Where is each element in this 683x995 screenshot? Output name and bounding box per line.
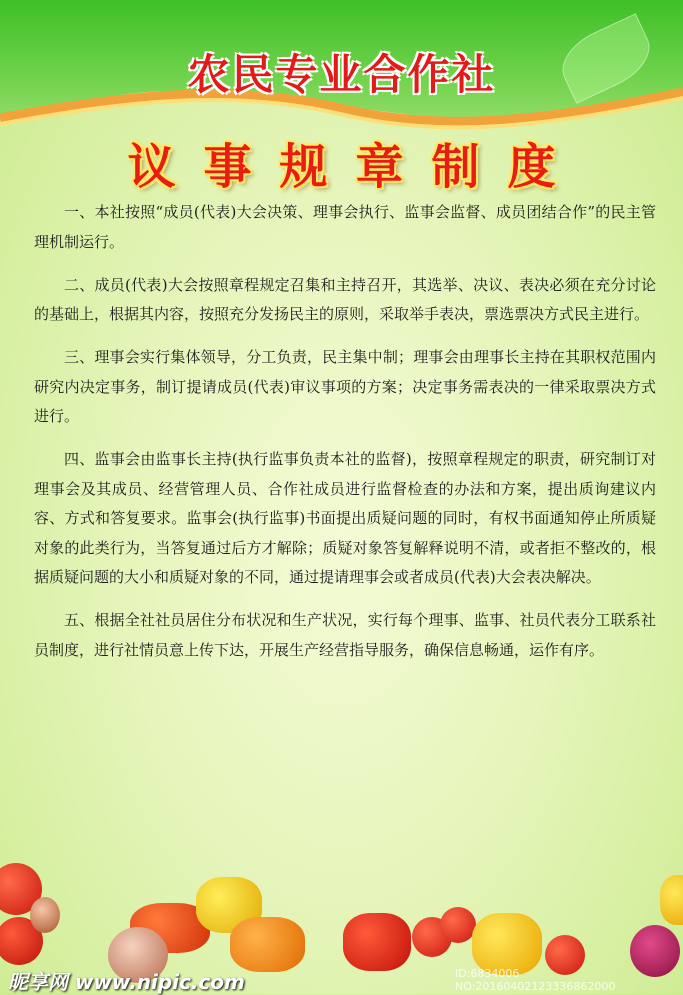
paragraph-5: 五、根据全社社员居住分布状况和生产状况，实行每个理事、监事、社员代表分工联系社员制度，进行社情员意上传下达，开展生产经营指导服务，确保信息畅通，运作有序。 <box>34 611 656 659</box>
page-subtitle: 议事规章制度 <box>127 139 584 195</box>
paragraph-2: 二、成员(代表)大会按照章程规定召集和主持召开，其选举、决议、表决必须在充分讨论的基础上，根据其内容，按照充分发扬民主的原则，采取举手表决，票选票决方式民主进行。 <box>34 275 656 323</box>
paragraph-3: 三、理事会实行集体领导，分工负责，民主集中制；理事会由理事长主持在其职权范围内研究内决定事务，制订提请成员(代表)审议事项的方案；决定事务需表决的一律采取票决方式进行。 <box>34 348 656 425</box>
red-pepper-image <box>343 913 411 971</box>
regulation-body <box>34 198 656 679</box>
yellow-pepper-image <box>660 875 683 925</box>
orange-pepper-image <box>230 917 305 972</box>
site-logo: 昵享网 www.nipic.com <box>8 970 245 994</box>
image-watermark: ID:6834006 NO:20160402123336862000 <box>455 967 616 993</box>
page-title: 农民专业合作社 <box>187 50 496 99</box>
paragraph-4: 四、监事会由监事长主持(执行监事负责本社的监督)，按照章程规定的职责，研究制订对理事会及其成员、经营管理人员、合作社成员进行监督检查的办法和方案，提出质询建议内容、方式和答复要求。监事会(执行监事)书面提出质疑问题的同时，有权书面通知停止所质疑对象的此类行为，当答复通过后方才解除；质疑对象答复解释说明不清，或者拒不整改的，根据质疑问题的大小和质疑对象的不同，通过提请理事会或者成员(代表)大会表决解决。 <box>34 450 656 586</box>
paragraph-1: 一、本社按照“成员(代表)大会决策、理事会执行、监事会监督、成员团结合作”的民主管理机制运行。 <box>34 203 656 251</box>
tomato-image <box>440 907 476 943</box>
onion-image <box>30 897 60 933</box>
